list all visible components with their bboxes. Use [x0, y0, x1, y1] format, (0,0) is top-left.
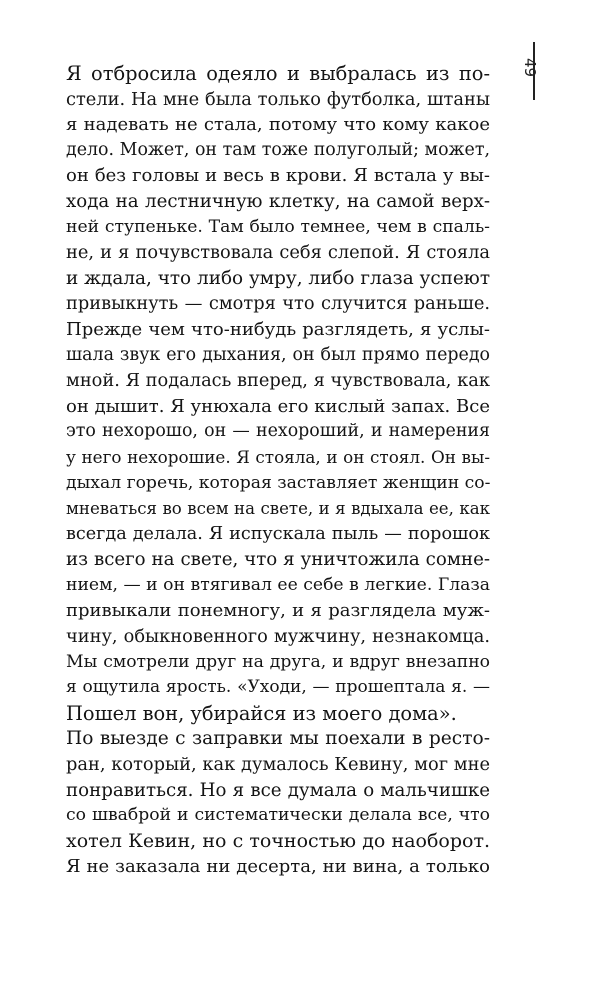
text-line: мневаться во всем на свете, и я вдыхала ее, как [66, 499, 490, 519]
text-line: По выезде с заправки мы поехали в ресто- [66, 728, 490, 750]
text-line: это нехорошо, он — нехороший, и намерения [66, 421, 490, 442]
text-line: привыкали понемногу, и я разглядела муж- [66, 600, 490, 622]
text-line: привыкнуть — смотря что случится раньше. [66, 293, 490, 315]
text-line: я надевать не стала, потому что кому какое [66, 114, 490, 136]
text-line: у него нехорошие. Я стояла, и он стоял. Он вы- [66, 446, 490, 467]
text-line: он дышит. Я унюхала его кислый запах. Все [66, 395, 490, 417]
text-line: дело. Может, он там тоже полуголый; может, [66, 139, 490, 160]
text-line: Я отбросила одеяло и выбралась из по- [66, 62, 490, 85]
text-line: чину, обыкновенного мужчину, незнакомца. [66, 626, 490, 648]
text-line: шала звук его дыхания, он был прямо передо [66, 344, 490, 365]
text-line: ран, который, как думалось Кевину, мог мне [66, 754, 490, 776]
text-line: стели. На мне была только футболка, штаны [66, 88, 490, 110]
text-line: Прежде чем что-нибудь разглядеть, я услы- [66, 318, 490, 340]
text-line: ней ступеньке. Там было темнее, чем в спаль- [66, 216, 490, 237]
text-line: со шваброй и систематически делала все, что [66, 805, 490, 826]
text-line: всегда делала. Я испускала пыль — порошок [66, 523, 490, 544]
text-line: я ощутила ярость. «Уходи, — прошептала я. — [66, 677, 490, 698]
text-line: он без головы и весь в крови. Я встала у вы- [66, 165, 490, 187]
text-line: Я не заказала ни десерта, ни вина, а только [66, 856, 490, 878]
page-number: 49 [521, 58, 539, 78]
text-line: дыхал горечь, которая заставляет женщин со- [66, 472, 491, 493]
text-line: нием, — и он втягивал ее себе в легкие. Глаза [66, 574, 490, 595]
text-line: понравиться. Но я все думала о мальчишке [66, 779, 490, 801]
body-text [66, 61, 490, 880]
text-line: Мы смотрели друг на друга, и вдруг внезапно [66, 651, 490, 672]
text-line: хода на лестничную клетку, на самой верх- [66, 190, 490, 212]
text-line: не, и я почувствовала себя слепой. Я стояла [66, 242, 490, 264]
text-line: хотел Кевин, но с точностью до наоборот. [66, 829, 490, 852]
text-line: мной. Я подалась вперед, я чувствовала, как [66, 370, 490, 392]
text-line: из всего на свете, что я уничтожила сомне- [66, 549, 490, 571]
text-line: Пошел вон, убирайся из моего дома». [66, 701, 457, 725]
text-line: и ждала, что либо умру, либо глаза успеют [66, 267, 490, 289]
